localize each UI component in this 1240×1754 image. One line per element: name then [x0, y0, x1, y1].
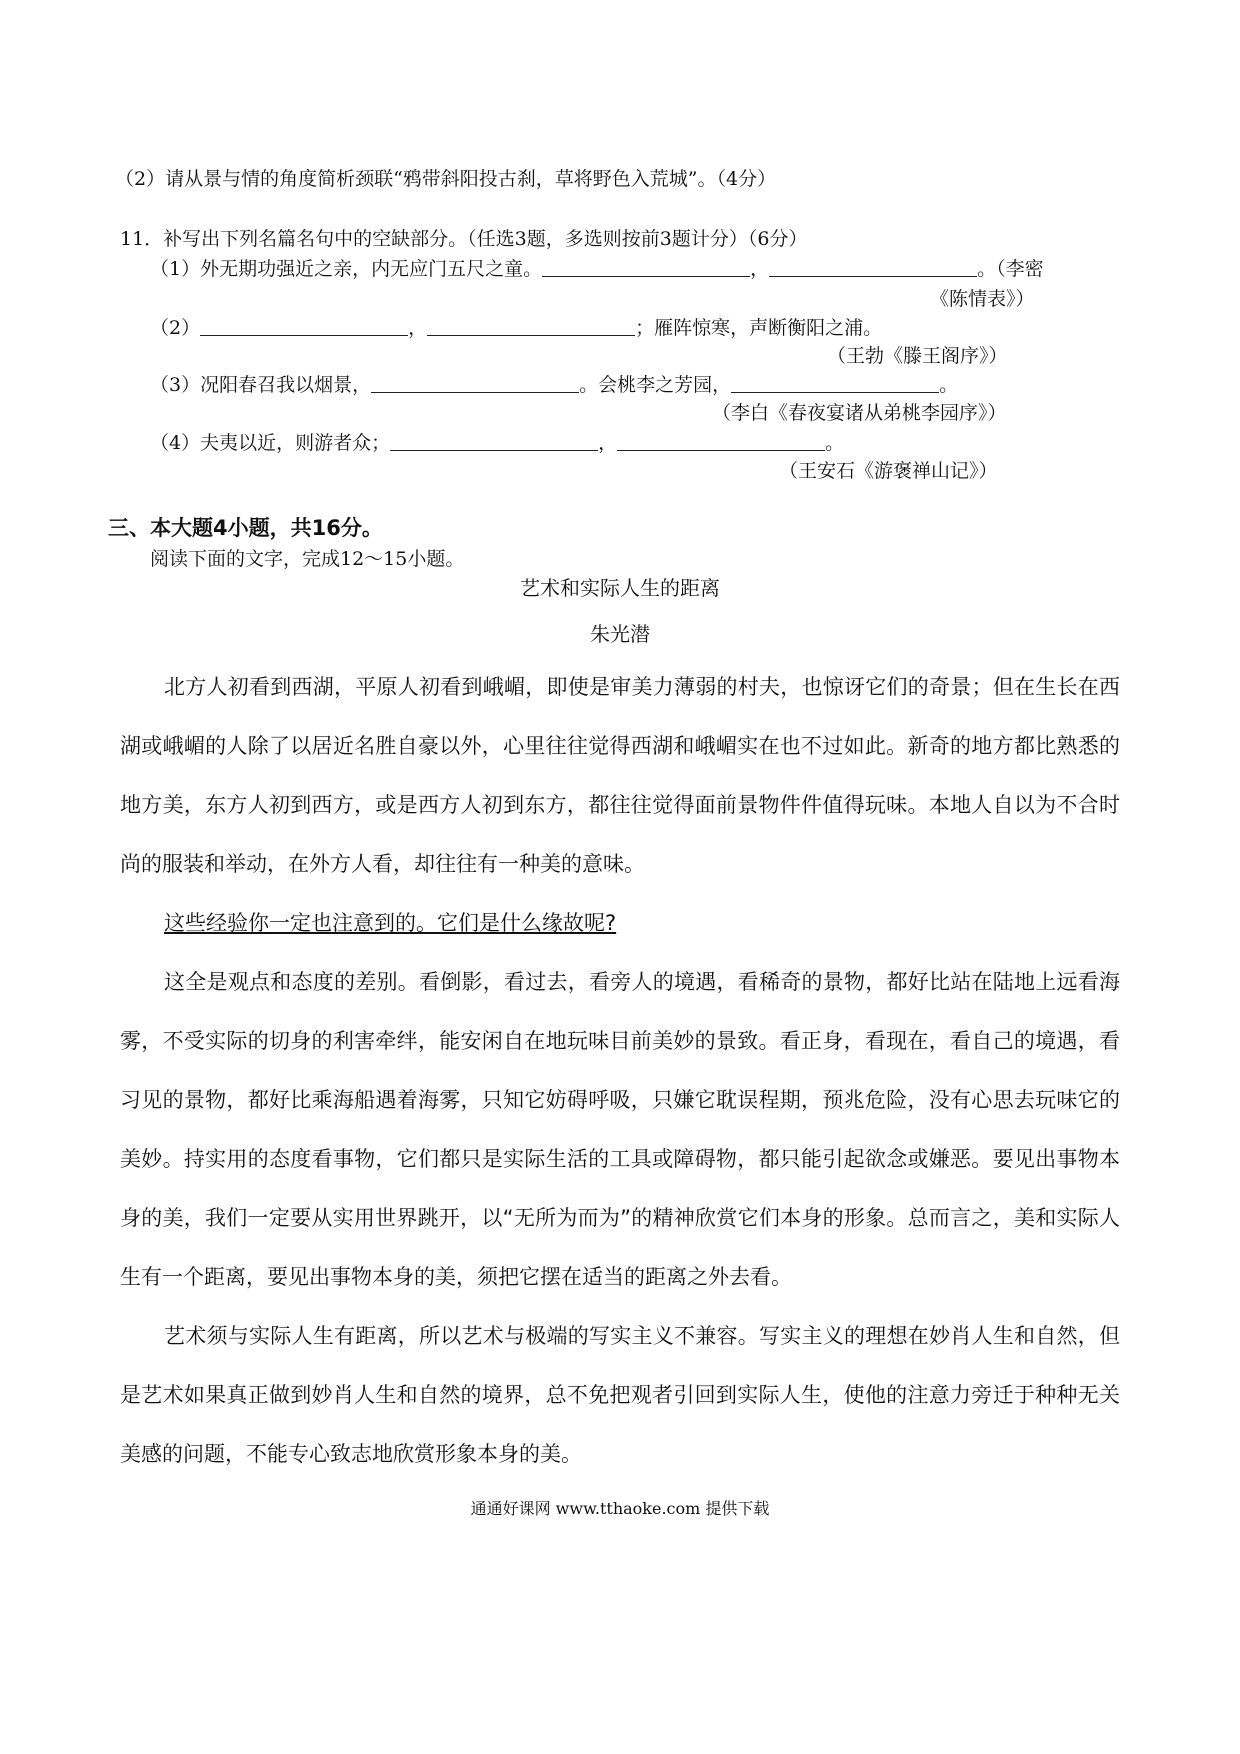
answer-blank[interactable] — [617, 430, 825, 451]
item3-tail: 。 — [939, 374, 959, 396]
paragraph-3: 这全是观点和态度的差别。看倒影，看过去，看旁人的境遇，看稀奇的景物，都好比站在陆地上远看海雾，不受实际的切身的利害牵绊，能安闲自在地玩味目前美妙的景致。看正身，看现在，看自己的境遇，看习见的景物，都好比乘海船遇着海雾，只知它妨碍呼吸，只嫌它耽误程期，预兆危险，没有心思去玩味它的美妙。持实用的态度看事物，它们都只是实际生活的工具或障碍物，都只能引起欲念或嫌恶。要见出事物本身的美，我们一定要从实用世界跳开，以“无所为而为”的精神欣赏它们本身的形象。总而言之，美和实际人生有一个距离，要见出事物本身的美，须把它摆在适当的距离之外去看。 — [120, 970, 1120, 1289]
paragraph-4: 艺术须与实际人生有距离，所以艺术与极端的写实主义不兼容。写实主义的理想在妙肖人生和自然，但是艺术如果真正做到妙肖人生和自然的境界，总不免把观者引回到实际人生，使他的注意力旁迁于种种无关美感的问题，不能专心致志地欣赏形象本身的美。 — [120, 1324, 1120, 1466]
item4-source: （王安石《游褒禅山记》） — [779, 460, 998, 482]
answer-blank[interactable] — [769, 256, 977, 277]
comma: ， — [750, 258, 770, 280]
comma: ， — [598, 432, 618, 454]
question-11-item-3 — [150, 370, 958, 397]
section-heading: 三、本大题4小题，共16分。 — [108, 516, 383, 540]
comma: ， — [408, 317, 428, 339]
item2-tail: ；雁阵惊寒，声断衡阳之浦。 — [635, 317, 883, 339]
item2-text: （2） — [150, 317, 201, 339]
paragraph-2 — [120, 894, 1120, 953]
answer-blank[interactable] — [731, 372, 939, 393]
paragraph-1: 北方人初看到西湖，平原人初看到峨嵋，即使是审美力薄弱的村夫，也惊讶它们的奇景；但在生长在西湖或峨嵋的人除了以居近名胜自豪以外，心里往往觉得西湖和峨嵋实在也不过如此。新奇的地方都比熟悉的地方美，东方人初到西方，或是西方人初到东方，都往往觉得面前景物件件值得玩味。本地人自以为不合时尚的服装和举动，在外方人看，却往往有一种美的意味。 — [120, 675, 1120, 876]
footer-credit: 通通好课网 www.tthaoke.com 提供下载 — [470, 1499, 770, 1518]
item1-text: （1）外无期功强近之亲，内无应门五尺之童。 — [150, 258, 543, 280]
item1-tail: 。（李密 — [977, 258, 1044, 280]
answer-blank[interactable] — [390, 430, 598, 451]
item3-text: （3）况阳春召我以烟景， — [150, 374, 372, 396]
item3-source: （李白《春夜宴诸从弟桃李园序》） — [712, 402, 1007, 424]
item3-mid: 。会桃李之芳园， — [579, 374, 732, 396]
question-11-item-4 — [150, 428, 844, 455]
answer-blank[interactable] — [542, 256, 750, 277]
item4-text: （4）夫夷以近，则游者众； — [150, 432, 391, 454]
question-11-item-1 — [150, 254, 1044, 281]
article-title: 艺术和实际人生的距离 — [520, 576, 720, 600]
question-11-item-2 — [150, 313, 882, 340]
item2-source: （王勃《滕王阁序》） — [827, 345, 1008, 367]
question-10-2: （2）请从景与情的角度简析颈联“鸦带斜阳投古刹，草将野色入荒城”。（4分） — [115, 168, 777, 190]
answer-blank[interactable] — [371, 372, 579, 393]
reading-instruction: 阅读下面的文字，完成12～15小题。 — [150, 548, 465, 570]
article-author: 朱光潜 — [590, 622, 650, 646]
question-11-stem: 11．补写出下列名篇名句中的空缺部分。（任选3题，多选则按前3题计分）（6分） — [120, 228, 808, 250]
answer-blank[interactable] — [200, 315, 408, 336]
item1-source: 《陈情表》） — [930, 288, 1035, 310]
answer-blank[interactable] — [427, 315, 635, 336]
item4-tail: 。 — [825, 432, 845, 454]
underlined-question: 这些经验你一定也注意到的。它们是什么缘故呢? — [164, 911, 617, 935]
